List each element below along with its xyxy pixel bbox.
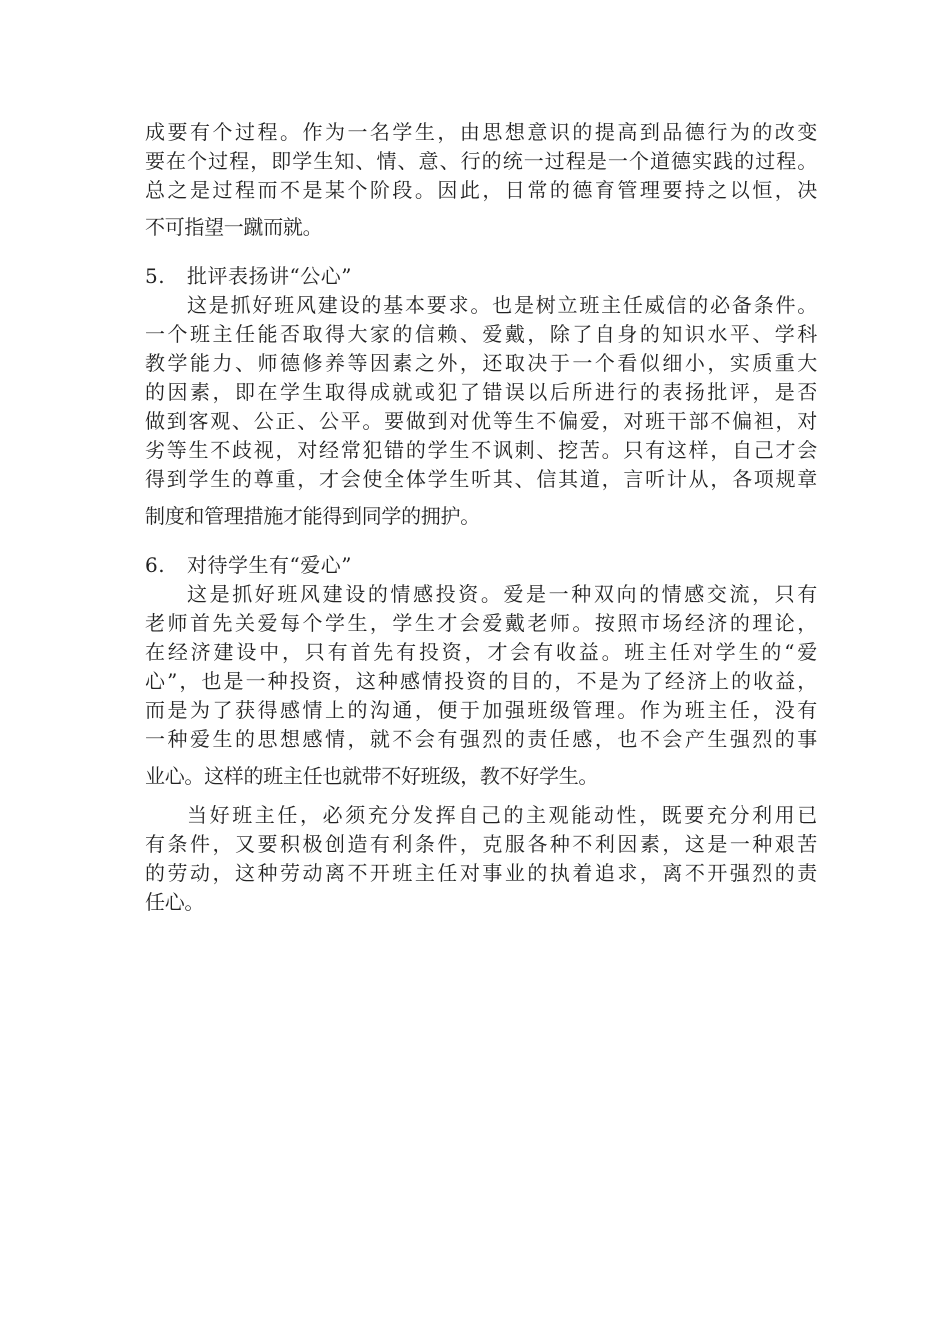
section-6-paragraph [145, 580, 817, 791]
section-6-heading [145, 551, 817, 580]
text-line: 的因素，即在学生取得成就或犯了错误以后所进行的表扬批评，是否 [145, 380, 817, 404]
text-line: 心”，也是一种投资，这种感情投资的目的，不是为了经济上的收益， [145, 669, 817, 693]
text-line: 而是为了获得感情上的沟通，便于加强班级管理。作为班主任，没有 [145, 698, 817, 722]
text-line: 不可指望一蹴而就。 [145, 215, 323, 239]
text-line: 有条件，又要积极创造有利条件，克服各种不利因素，这是一种艰苦 [145, 832, 817, 856]
section-5-title: 批评表扬讲“公心” [187, 264, 352, 288]
section-6-number: 6. [145, 553, 166, 577]
section-5-number: 5. [145, 264, 166, 288]
text-line: 总之是过程而不是某个阶段。因此，日常的德育管理要持之以恒，决 [145, 178, 817, 202]
text-line: 这是抓好班风建设的情感投资。爱是一种双向的情感交流，只有 [187, 582, 817, 606]
section-5-heading [145, 262, 817, 291]
text-line: 老师首先关爱每个学生，学生才会爱戴老师。按照市场经济的理论， [145, 611, 817, 635]
section-5-paragraph [145, 291, 817, 531]
section-6-title: 对待学生有“爱心” [187, 553, 352, 577]
text-line: 要在个过程，即学生知、情、意、行的统一过程是一个道德实践的过程。 [145, 149, 817, 173]
text-line: 任心。 [145, 890, 205, 914]
text-line: 在经济建设中，只有首先有投资，才会有收益。班主任对学生的“爱 [145, 640, 817, 664]
intro-paragraph [145, 118, 817, 242]
text-line: 成要有个过程。作为一名学生，由思想意识的提高到品德行为的改变 [145, 120, 817, 144]
text-line: 业心。这样的班主任也就带不好班级，教不好学生。 [145, 764, 599, 788]
text-line: 的劳动，这种劳动离不开班主任对事业的执着追求，离不开强烈的责 [145, 861, 817, 885]
text-line: 劣等生不歧视，对经常犯错的学生不讽刺、挖苦。只有这样，自己才会 [145, 438, 817, 462]
text-line: 当好班主任，必须充分发挥自己的主观能动性，既要充分利用已 [187, 803, 817, 827]
document-page [145, 118, 817, 917]
text-line: 得到学生的尊重，才会使全体学生听其、信其道，言听计从，各项规章 [145, 467, 817, 491]
text-line: 做到客观、公正、公平。要做到对优等生不偏爱，对班干部不偏袒，对 [145, 409, 817, 433]
text-line: 教学能力、师德修养等因素之外，还取决于一个看似细小，实质重大 [145, 351, 817, 375]
text-line: 一种爱生的思想感情，就不会有强烈的责任感，也不会产生强烈的事 [145, 727, 817, 751]
text-line: 这是抓好班风建设的基本要求。也是树立班主任威信的必备条件。 [187, 293, 817, 317]
text-line: 制度和管理措施才能得到同学的拥护。 [145, 504, 480, 528]
closing-paragraph [145, 801, 817, 917]
text-line: 一个班主任能否取得大家的信赖、爱戴，除了自身的知识水平、学科 [145, 322, 817, 346]
